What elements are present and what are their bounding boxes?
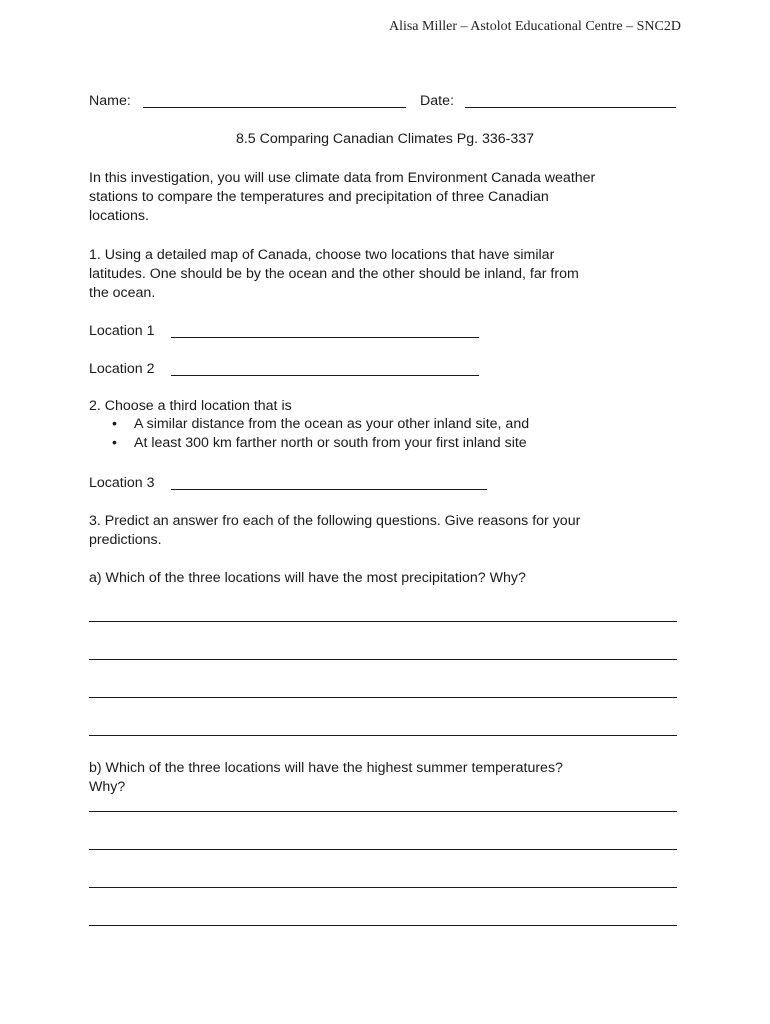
question-3-line-2: predictions. (89, 532, 162, 548)
answer-a-line-4[interactable] (89, 735, 677, 736)
worksheet-title: 8.5 Comparing Canadian Climates Pg. 336-337 (235, 131, 535, 147)
answer-a-line-2[interactable] (89, 659, 677, 660)
date-label: Date: (420, 93, 454, 109)
bullet-item-1: A similar distance from the ocean as your other inland site, and (134, 416, 530, 432)
question-b-line-2: Why? (89, 779, 126, 795)
question-b-line-1: b) Which of the three locations will have the highest summer temperatures? (89, 760, 563, 776)
question-1-line-1: 1. Using a detailed map of Canada, choose two locations that have similar (89, 247, 555, 263)
answer-a-line-1[interactable] (89, 621, 677, 622)
question-1-line-2: latitudes. One should be by the ocean and the other should be inland, far from (89, 266, 579, 282)
intro-line-3: locations. (89, 208, 149, 224)
question-3-line-1: 3. Predict an answer fro each of the following questions. Give reasons for your (89, 513, 581, 529)
bullet-item-2: At least 300 km farther north or south from your first inland site (134, 435, 527, 451)
answer-b-line-2[interactable] (89, 849, 677, 850)
location-1-label: Location 1 (89, 323, 155, 339)
location-3-label: Location 3 (89, 475, 155, 491)
answer-b-line-3[interactable] (89, 887, 677, 888)
bullet-icon: • (112, 416, 117, 432)
answer-a-line-3[interactable] (89, 697, 677, 698)
date-field[interactable] (465, 107, 676, 108)
question-1-line-3: the ocean. (89, 285, 156, 301)
location-2-label: Location 2 (89, 361, 155, 377)
name-label: Name: (89, 93, 131, 109)
question-a: a) Which of the three locations will have the most precipitation? Why? (89, 570, 526, 586)
page-header: Alisa Miller – Astolot Educational Centre – SNC2D (388, 19, 681, 34)
location-2-field[interactable] (171, 375, 479, 376)
location-3-field[interactable] (171, 489, 487, 490)
bullet-icon: • (112, 435, 117, 451)
answer-b-line-1[interactable] (89, 811, 677, 812)
intro-line-1: In this investigation, you will use climate data from Environment Canada weather (89, 170, 596, 186)
intro-line-2: stations to compare the temperatures and precipitation of three Canadian (89, 189, 549, 205)
answer-b-line-4[interactable] (89, 925, 677, 926)
location-1-field[interactable] (171, 337, 479, 338)
name-field[interactable] (143, 107, 406, 108)
question-2: 2. Choose a third location that is (89, 398, 292, 414)
